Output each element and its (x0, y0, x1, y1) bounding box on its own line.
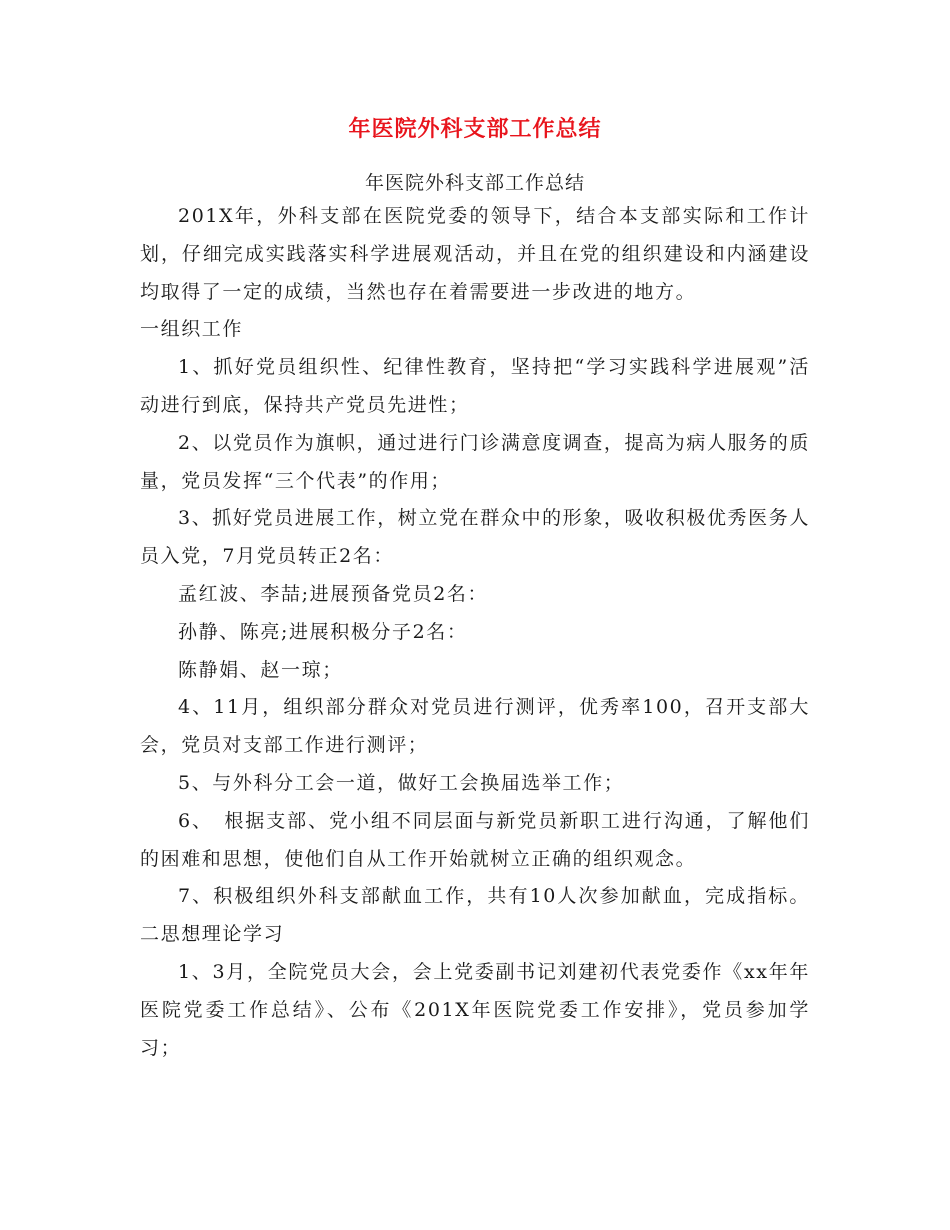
body-paragraph: 1、抓好党员组织性、纪律性教育，坚持把“学习实践科学进展观”活动进行到底，保持共产党员先进性； (140, 356, 810, 416)
body-paragraph: 一组织工作 (140, 318, 244, 341)
body-paragraph: 5、与外科分工会一道，做好工会换届选举工作； (178, 771, 625, 794)
body-paragraph: 3、抓好党员进展工作，树立党在群众中的形象，吸收积极优秀医务人员入党，7月党员转正2名： (140, 507, 810, 568)
body-paragraph: 7、积极组织外科支部献血工作，共有10人次参加献血，完成指标。 二思想理论学习 (140, 885, 810, 946)
body-paragraph: 1、3月，全院党员大会，会上党委副书记刘建初代表党委作《xx年年医院党委工作总结》、公布《201X年医院党委工作安排》，党员参加学习； (140, 960, 810, 1059)
body-paragraph: 201X年，外科支部在医院党委的领导下，结合本支部实际和工作计划，仔细完成实践落实科学进展观活动，并且在党的组织建设和内涵建设均取得了一定的成绩，当然也存在着需要进一步改进的地方。 (140, 205, 810, 303)
body-paragraph: 陈静娟、赵一琼； (178, 658, 343, 681)
body-paragraph: 4、11月，组织部分群众对党员进行测评，优秀率100，召开支部大会，党员对支部工作进行测评； (140, 696, 810, 757)
body-paragraph: 孟红波、李喆;进展预备党员2名： (178, 582, 489, 605)
document-subtitle: 年医院外科支部工作总结 (364, 172, 585, 194)
document-body (140, 198, 810, 1067)
document-title: 年医院外科支部工作总结 (348, 117, 602, 142)
body-paragraph: 6、 根据支部、党小组不同层面与新党员新职工进行沟通，了解他们的困难和思想，使他们自从工作开始就树立正确的组织观念。 (140, 809, 810, 870)
body-paragraph: 孙静、陈亮;进展积极分子2名： (178, 620, 468, 643)
body-paragraph: 2、以党员作为旗帜，通过进行门诊满意度调查，提高为病人服务的质量，党员发挥“三个代表”的作用； (140, 431, 810, 492)
